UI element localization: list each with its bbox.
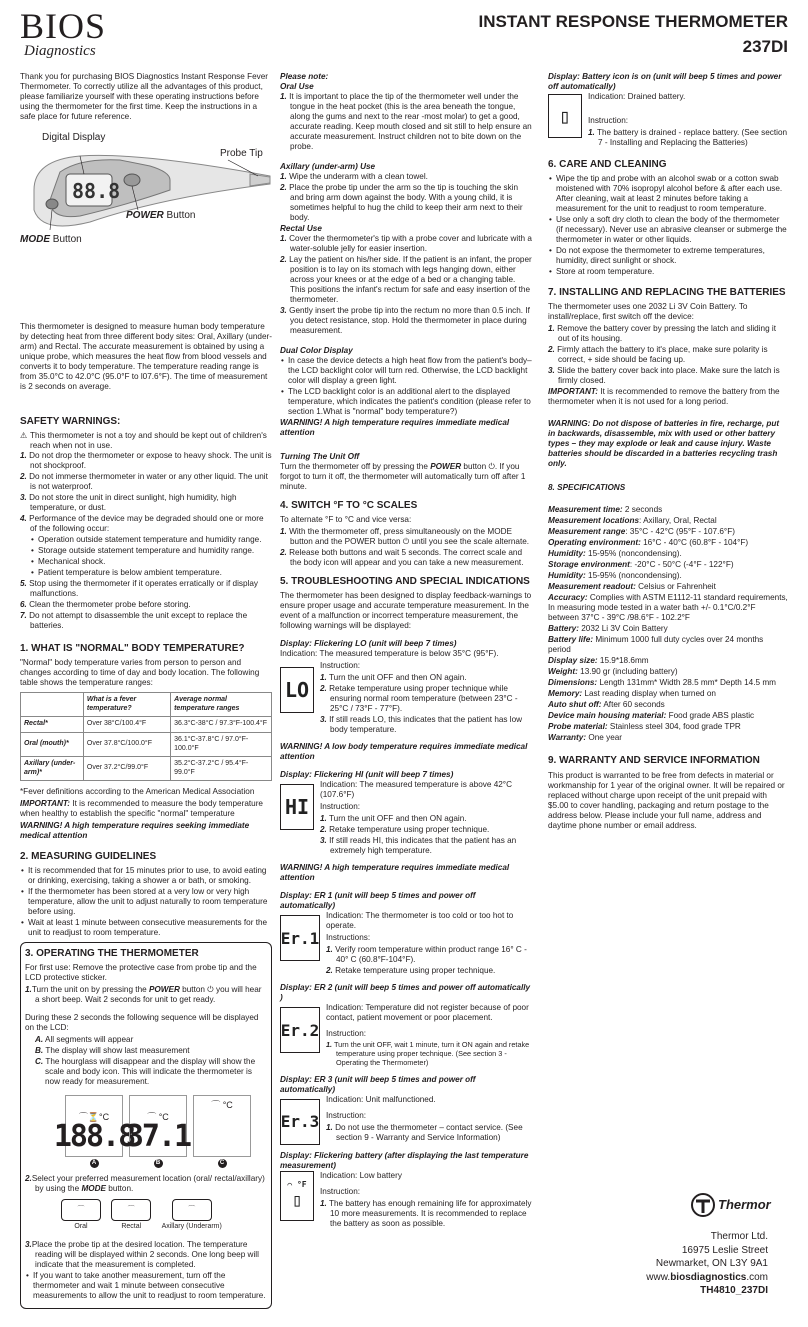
low-battery-lcd [280, 1171, 314, 1221]
body-icon: ⌒ °C [211, 1100, 233, 1111]
spec-item: Measurement readout: Celsius or Fahrenheit [548, 582, 716, 592]
er2-list [326, 1041, 532, 1068]
troubleshooting-text: The thermometer has been designed to display feedback-warnings to ensure proper usage and accurate temperature measurement. In the event of a malfunction or incorrect temperature measurement, the following warnings will be displayed: [280, 591, 532, 631]
body-icon: ⌒ °F [287, 1180, 307, 1190]
table-cell: Oral (mouth)* [21, 732, 84, 756]
label-power-button [126, 210, 195, 222]
table-row [21, 757, 272, 781]
normal-temp-text: "Normal" body temperature varies from person to person and changes according to time of day and body location. The following table shows the temperature ranges: [20, 658, 260, 688]
oral-use-list [280, 92, 532, 152]
operating-step-2-text: 2.Select your preferred measurement location (oral/ rectal/axillary) by using the MODE button. [25, 1174, 265, 1194]
operating-heading: 3. OPERATING THE THERMOMETER [25, 948, 199, 960]
lo-list [320, 673, 532, 735]
safety-item-6: 6. Clean the thermometer probe before storing. [20, 600, 191, 610]
body-icon: ⌒ °C [147, 1111, 169, 1122]
er3-indication: Indication: Unit malfunctioned. [326, 1095, 436, 1105]
display-c-label: C [218, 1159, 227, 1168]
table-corner [21, 693, 84, 717]
label-mode-button [20, 234, 82, 246]
lo-item-1: 1. Turn the unit OFF and then ON again. [320, 673, 467, 683]
measuring-list [20, 866, 272, 938]
location-axillary [162, 1199, 222, 1232]
oral-use-heading: Oral Use [280, 82, 314, 91]
display-a [53, 1095, 135, 1168]
safety-sublist [20, 535, 272, 578]
table-cell: 36.1°C-37.8°C / 97.0°F-100.0°F [171, 732, 272, 756]
label-digital-display: Digital Display [42, 132, 106, 143]
hi-block [280, 780, 532, 857]
dual-color-heading: Dual Color Display [280, 346, 353, 355]
spec-item: Humidity: 15-95% (noncondensing). [548, 571, 682, 581]
label-power-bold: POWER [126, 210, 164, 221]
table-cell: 35.2°C-37.2°C / 95.4°F-99.0°F [171, 757, 272, 781]
dual-item-2: • The LCD backlight color is an additional alert to the displayed temperature, which indicates the patient's condition (please refer to section 1.What is "normal" body temperature?) [280, 387, 532, 417]
fever-note: *Fever definitions according to the American Medical Association [20, 787, 255, 797]
location-icons [61, 1199, 267, 1232]
batteries-list [548, 324, 788, 386]
location-rectal-label: Rectal [121, 1223, 142, 1231]
safety-list [20, 451, 272, 534]
warning-low-temp: WARNING! A low body temperature requires immediate medical attention [280, 742, 528, 762]
batteries-important: IMPORTANT: It is recommended to remove the battery from the thermometer when it is not used for a long period. [548, 387, 780, 407]
label-mode-rest: Button [50, 234, 82, 245]
safety-item-7: 7. Do not attempt to disassemble the unit except to replace the batteries. [20, 611, 248, 631]
operating-step-1 [25, 985, 267, 1005]
er3-list [326, 1123, 532, 1143]
spec-item: Auto shut off: After 60 seconds [548, 700, 665, 710]
spec-item: Humidity: 15-95% (noncondensing). [548, 549, 682, 559]
spec-item: Operating environment: 16°C - 40°C (60.8°F - 104°F) [548, 538, 749, 548]
table-row [21, 732, 272, 756]
batteries-item-2: 2. Firmly attach the battery to it's place, make sure polarity is correct, + side should be facing up. [548, 345, 768, 365]
column-1 [20, 72, 272, 1309]
safety-item-1: 1. Do not drop the thermometer or expose to heavy shock. The unit is not shockproof. [20, 451, 272, 471]
lo-indication: Indication: The measured temperature is below 35°C (95°F). [280, 649, 499, 659]
display-b-label: B [154, 1159, 163, 1168]
lo-instructions [314, 661, 532, 736]
er1-lcd: Er.1 [280, 915, 320, 961]
rectal-use-heading: Rectal Use [280, 224, 322, 233]
spec-item: Display size: 15.9*18.6mm [548, 656, 649, 666]
address-line: Thermor Ltd. [710, 1231, 768, 1242]
label-power-rest: Button [163, 210, 196, 221]
thermor-mark-icon [690, 1192, 716, 1218]
er2-heading: Display: ER 2 (unit will beep 5 times and power off automatically ) [280, 983, 531, 1003]
oral-item-1: 1. It is important to place the tip of the thermometer well under the tongue in the heat pocket (this is the area beneath the tongue, along the gums and next to the rear -most molar) to get a good, accurate reading. Keep mouth closed and sit still to help ensure an accurate measurement. Instruct children not to bite down on the probe. [280, 92, 532, 151]
website-link[interactable]: www.biosdiagnostics.com [646, 1271, 768, 1283]
safety-item-4: 4. Performance of the device may be degraded should one or more of the following occur: [20, 514, 264, 534]
display-c [193, 1095, 251, 1168]
table-cell: Axillary (under-arm)* [21, 757, 84, 781]
measuring-heading: 2. MEASURING GUIDELINES [20, 851, 157, 863]
intro-text: Thank you for purchasing BIOS Diagnostics Instant Response Fever Thermometer. To correctly utilize all the advantages of this product, please familiarize yourself with these operating instructions before using the thermometer for the first time. Keep the instructions in a safe place for future reference. [20, 72, 269, 121]
rectal-item-3: 3. Gently insert the probe tip into the rectum no more than 0.5 inch. If you detect resistance, stop. Hold the thermometer in place during measurement. [280, 306, 530, 335]
er3-instruction-label: Instruction: [326, 1111, 367, 1121]
address-block [646, 1230, 768, 1298]
flicker-battery-list [320, 1199, 532, 1229]
er2-block [280, 1003, 532, 1069]
display-a-label: A [90, 1159, 99, 1168]
table-header-row [21, 693, 272, 717]
safety-list-2 [20, 579, 272, 631]
operating-box [20, 942, 272, 1309]
hi-list [320, 814, 532, 856]
seq-a: A. All segments will appear [35, 1035, 134, 1045]
er1-list [326, 945, 532, 976]
warning-hi: WARNING! A high temperature requires immediate medical attention [280, 863, 510, 883]
table-cell: 36.3°C-38°C / 97.3°F-100.4°F [171, 717, 272, 733]
flicker-battery-block [280, 1171, 532, 1230]
safety-item-5: 5. Stop using the thermometer if it operates erratically or if display malfunctions. [20, 579, 259, 599]
axillary-use-list [280, 172, 532, 223]
switch-item-1: 1. With the thermometer off, press simultaneously on the MODE button and the POWER button ⏻ until you see the scale alternate. [280, 527, 530, 547]
display-b-screen [125, 1095, 191, 1157]
care-list [548, 174, 788, 277]
er2-instruction-label: Instruction: [326, 1029, 367, 1039]
display-sequence [53, 1095, 267, 1168]
battery-on-block [548, 92, 788, 149]
er1-instruction-label: Instructions: [326, 933, 371, 943]
brand-subname: Diagnostics [24, 43, 96, 59]
axillary-use-heading: Axillary (under-arm) Use [280, 162, 376, 171]
spec-item: Measurement time: 2 seconds [548, 505, 663, 515]
thermor-wordmark: Thermor [718, 1197, 771, 1213]
spec-item: Storage environment: -20°C - 50°C (-4°F - 122°F) [548, 560, 734, 570]
battery-on-instructions [582, 92, 788, 149]
er3-heading: Display: ER 3 (unit will beep 5 times and power off automatically) [280, 1075, 476, 1095]
er3-instructions [320, 1095, 532, 1145]
spec-item: Dimensions: Length 131mm* Width 28.5 mm* Depth 14.5 mm [548, 678, 776, 688]
brand-name: BIOS [20, 6, 107, 46]
specifications-list [548, 505, 788, 743]
warranty-text: This product is warranted to be free from defects in material or workmanship for 1 year of the original owner. It will be repaired or replaced without charge upon receipt of the unit prepaid with $5.00 to cover handling, packaging and return postage to the address below. Please include your full name, address and daytime phone number or email address. [548, 770, 785, 830]
flicker-battery-indication: Indication: Low battery [320, 1171, 402, 1181]
lo-lcd: LO [280, 667, 314, 713]
measuring-item-1: • It is recommended that for 15 minutes prior to use, to avoid eating or drinking, exercising, taking a shower a or bath, or smoking. [20, 866, 272, 886]
switch-scale-list [280, 527, 532, 568]
axillary-body-icon: ⌒ [172, 1199, 212, 1221]
description-text: This thermometer is designed to measure human body temperature by detecting heat from three different body sites: Oral, Axillary (under-arm) and Rectal. The accurate measurement is obtained by using a unique probe, which measures the heat flow from blood vessels and converts it to body temperature. The temperature reading range is from 35.0°C to 42.0°C (95.0°F to l07.6°F). The time of measurement is 2 seconds on average. [20, 322, 272, 391]
er1-indication: Indication: The thermometer is too cold or too hot to operate. [326, 911, 514, 931]
switch-item-2: 2. Release both buttons and wait 5 seconds. The correct scale and the body icon will appear and you can take a new measurement. [280, 548, 524, 568]
battery-icon: ▯ [558, 103, 572, 128]
seq-b: B. The display will show last measurement [35, 1046, 190, 1056]
switch-scale-heading: 4. SWITCH °F TO °C SCALES [280, 500, 418, 511]
location-oral [61, 1199, 101, 1232]
label-probe-tip: Probe Tip [220, 148, 263, 159]
oral-body-icon: ⌒ [61, 1199, 101, 1221]
hi-heading: Display: Flickering HI (unit will beep 7 times) [280, 770, 454, 780]
important-note: IMPORTANT: It is recommended to measure the body temperature when healthy to establish the specific "normal" temperature [20, 799, 263, 819]
lo-item-2: 2. Retake temperature using proper technique while ensuring normal room temperature (between 23°C - 25°C / 73°F - 77°F). [320, 684, 518, 714]
battery-on-heading: Display: Battery icon is on (unit will beep 5 times and power off automatically) [548, 72, 782, 91]
document-code: TH4810_237DI [700, 1285, 768, 1296]
hi-item-2: 2. Retake temperature using proper technique. [320, 825, 490, 835]
display-b-value: 37.1 [125, 1119, 191, 1155]
safety-sub-4: • Patient temperature is below ambient temperature. [30, 568, 272, 578]
operating-step-3 [25, 1240, 267, 1270]
er1-block [280, 911, 532, 977]
lo-item-3: 3. If still reads LO, this indicates that the patient has low body temperature. [320, 715, 523, 735]
drained-battery-lcd [548, 94, 582, 138]
spec-item: Warranty: One year [548, 733, 623, 743]
measuring-item-2: • If the thermometer has been stored at a very low or very high temperature, allow the unit to adjust naturally to room temperature before using. [20, 887, 272, 917]
brand-logo [20, 8, 106, 59]
safety-sub-2: • Storage outside statement temperature and humidity range. [30, 546, 272, 556]
operating-sequence [35, 1035, 267, 1087]
spec-item: Measurement range: 35°C - 42°C (95°F - 107.6°F) [548, 527, 735, 537]
table-cell: Over 37.2°C/99.0°F [83, 757, 170, 781]
batteries-item-1: 1. Remove the battery cover by pressing the latch and sliding it out of its housing. [548, 324, 777, 344]
battery-on-indication: Indication: Drained battery. [588, 92, 686, 101]
safety-sub-1: • Operation outside statement temperature and humidity range. [30, 535, 272, 545]
batteries-item-3: 3. Slide the battery cover back into place. Make sure the latch is firmly closed. [548, 366, 780, 386]
warning-dual: WARNING! A high temperature requires immediate medical attention [280, 418, 510, 437]
rectal-body-icon: ⌒ [111, 1199, 151, 1221]
operating-step-1-text: 1.Turn the unit on by pressing the POWER button ⏻ you will hear a short beep. Wait 2 seconds for unit to get ready. [25, 985, 262, 1005]
table-header: Average normal temperature ranges [171, 693, 272, 717]
rectal-item-2: 2. Lay the patient on his/her side. If the patient is an infant, the proper position is to lay on its stomach with legs hanging down, either across your knees or at the edge of a bed or a changing table. This positions the infant's rectum for safe and easy insertion of the thermometer. [280, 255, 532, 304]
dual-color-list [280, 356, 532, 417]
care-heading: 6. CARE AND CLEANING [548, 159, 667, 170]
battery-on-list [588, 128, 788, 148]
display-a-screen [53, 1095, 135, 1157]
lo-heading: Display: Flickering LO (unit will beep 7 times) [280, 639, 457, 649]
lo-block [280, 661, 532, 736]
address-line: Newmarket, ON L3Y 9A1 [655, 1258, 768, 1269]
please-note-heading: Please note: [280, 72, 329, 81]
er2-item-1: 1. Turn the unit OFF, wait 1 minute, turn it ON again and retake temperature using proper technique. (See section 3 - Operating the Thermometer) [326, 1040, 530, 1068]
battery-icon: ▯ [291, 1189, 303, 1211]
care-item-1: • Wipe the tip and probe with an alcohol swab or a cotton swab moistened with 70% isopropyl alcohol before & after each use. After cleaning, wait at least 2 minutes before taking a measurement for the unit to readjust to room temperature. [548, 174, 788, 214]
safety-lead [20, 431, 272, 451]
specifications-heading: 8. SPECIFICATIONS [548, 483, 626, 493]
display-b [125, 1095, 191, 1168]
dual-item-1: • In case the device detects a high heat flow from the patient's body– the LCD backlight color will turn red. Otherwise, the LCD backlight color will display a green light. [280, 356, 532, 386]
body-icon: ⌒⏳°C [78, 1111, 110, 1122]
warning-triangle-icon: ⚠ [20, 431, 28, 441]
location-rectal [111, 1199, 151, 1232]
care-item-3: • Do not expose the thermometer to extreme temperatures, humidity, direct sunlight or shock. [548, 246, 788, 266]
spec-item: Weight: 13.90 gr (including battery) [548, 667, 678, 677]
spec-item: Accuracy: Complies with ASTM E1112-11 standard requirements, In measuring mode tested in a water bath +/- 0.1°C/0.2°F between 37°C - 39°C /98.6°F - 102.2°F [548, 593, 788, 623]
hi-instruction-label: Instruction: [320, 802, 361, 812]
care-item-4: • Store at room temperature. [548, 267, 788, 277]
operating-step-2 [25, 1174, 267, 1194]
normal-temp-heading: 1. WHAT IS "NORMAL" BODY TEMPERATURE? [20, 643, 245, 655]
doc-title-model: 237DI [742, 36, 788, 56]
warning-high-temp: WARNING! A high temperature requires seeking immediate medical attention [20, 821, 250, 841]
table-cell: Over 37.8°C/100.0°F [83, 732, 170, 756]
address-line: 16975 Leslie Street [681, 1244, 768, 1256]
safety-heading: SAFETY WARNINGS: [20, 416, 121, 427]
location-oral-label: Oral [74, 1223, 88, 1231]
doc-title [479, 12, 788, 57]
axillary-item-1: 1. Wipe the underarm with a clean towel. [280, 172, 428, 181]
label-mode-bold: MODE [20, 234, 50, 245]
flicker-battery-item-1: 1. The battery has enough remaining life for approximately 10 more measurements. It is recommended to replace the battery as soon as possible. [320, 1199, 532, 1229]
spec-item: Battery: 2032 Li 3V Coin Battery [548, 624, 668, 634]
er1-instructions [320, 911, 532, 977]
rectal-use-list [280, 234, 532, 336]
hi-instructions [314, 780, 532, 857]
switch-scale-lead: To alternate °F to °C and vice versa: [280, 515, 412, 525]
safety-lead-text: This thermometer is not a toy and should be kept out of children's reach when not in use. [30, 431, 267, 451]
safety-sub-3: • Mechanical shock. [30, 557, 272, 567]
operating-during: During these 2 seconds the following sequence will be displayed on the LCD: [25, 1013, 259, 1033]
safety-item-2: 2. Do not immerse thermometer in water or any other liquid. The unit is not waterproof. [20, 472, 268, 492]
hi-item-1: 1. Turn the unit OFF and then ON again. [320, 814, 467, 824]
measuring-item-3: • Wait at least 1 minute between consecutive measurements for the unit to readjust to room temperature. [20, 918, 272, 938]
rectal-item-1: 1. Cover the thermometer's tip with a probe cover and lubricate with a water-soluble jelly for easier insertion. [280, 234, 532, 253]
hi-lcd: HI [280, 784, 314, 830]
table-header: What is a fever temperature? [83, 693, 170, 717]
er2-instructions [320, 1003, 532, 1069]
location-axillary-label: Axillary (Underarm) [161, 1223, 222, 1231]
thermor-logo [690, 1192, 771, 1218]
column-3 [548, 72, 788, 833]
turn-off-text: Turn the thermometer off by pressing the POWER button ⏻. If you forgot to turn it off, the thermometer will automatically turn off after 1 minute. [280, 462, 526, 491]
er3-lcd: Er.3 [280, 1099, 320, 1145]
spec-item: Probe material: Stainless steel 304, food grade TPR [548, 722, 741, 732]
battery-warning: WARNING: Do not dispose of batteries in fire, recharge, put in backwards, disassemble, mix with used or other battery types – they may explode or leak and cause injury. Waste batteries should be discarded in a batteries recycling trash only. [548, 419, 780, 469]
batteries-intro: The thermometer uses one 2032 Li 3V Coin Battery. To install/replace, first switch off the device: [548, 302, 748, 322]
spec-item: Measurement locations: Axillary, Oral, Rectal [548, 516, 717, 526]
er2-lcd: Er.2 [280, 1007, 320, 1053]
table-cell: Rectal* [21, 717, 84, 733]
safety-item-3: 3. Do not store the unit in direct sunlight, high humidity, high temperature, or dust. [20, 493, 237, 513]
flicker-battery-heading: Display: Flickering battery (after displaying the last temperature measurement) [280, 1151, 529, 1171]
er2-indication: Indication: Temperature did not register because of poor contact, patient movement or poor placement. [326, 1003, 529, 1023]
turn-off-heading: Turning The Unit Off [280, 452, 360, 461]
flicker-battery-instructions [314, 1171, 532, 1230]
battery-on-item-1: 1. The battery is drained - replace battery. (See section 7 - Installing and Replacing the Batteries) [588, 128, 788, 147]
hi-indication: Indication: The measured temperature is above 42°C (107.6°F) [320, 780, 512, 800]
svg-text:88.8: 88.8 [72, 179, 121, 203]
lo-instruction-label: Instruction: [320, 661, 361, 671]
operating-first-use: For first use: Remove the protective case from probe tip and the LCD protective sticker. [25, 963, 257, 983]
hi-item-3: 3. If still reads HI, this indicates that the patient has an extremely high temperature. [320, 836, 517, 856]
warranty-heading: 9. WARRANTY AND SERVICE INFORMATION [548, 755, 760, 767]
er1-item-2: 2. Retake temperature using proper technique. [326, 966, 496, 976]
operating-step-3-text: 3.Place the probe tip at the desired location. The temperature reading will be displayed within 2 seconds. One long beep will indicate that the measurement is completed. [25, 1240, 259, 1269]
er1-item-1: 1. Verify room temperature within product range 16° C - 40° C (60.8°F-104°F). [326, 945, 527, 965]
display-c-screen [193, 1095, 251, 1157]
table-cell: Over 38°C/100.4°F [83, 717, 170, 733]
spec-item: Battery life: Minimum 1000 full duty cycles over 24 months period [548, 635, 764, 655]
battery-on-instruction-label: Instruction: [588, 116, 629, 125]
batteries-heading: 7. INSTALLING AND REPLACING THE BATTERIES [548, 287, 786, 299]
column-2 [280, 72, 532, 1236]
spec-item: Device main housing material: Food grade ABS plastic [548, 711, 755, 721]
axillary-item-2: 2. Place the probe tip under the arm so the tip is touching the skin and bring arm down against the body. With a young child, it is sometimes helpful to hug the child to keep their arm next to their body. [280, 183, 523, 222]
fever-table [20, 692, 272, 781]
flicker-battery-instruction-label: Instruction: [320, 1187, 361, 1197]
thermometer-figure [20, 130, 272, 258]
er3-item-1: 1. Do not use the thermometer – contact service. (See section 9 - Warranty and Service Information) [326, 1123, 523, 1143]
care-item-2: • Use only a soft dry cloth to clean the body of the thermometer (if necessary). Never use an abrasive cleanser or submerge the thermometer in water or other liquids. [548, 215, 788, 245]
seq-c: C. The hourglass will disappear and the display will show the scale and body icon. This will indicate the thermometer is now ready for measurement. [35, 1057, 256, 1087]
er1-heading: Display: ER 1 (unit will beep 5 times and power off automatically) [280, 891, 476, 911]
table-row [21, 717, 272, 733]
operating-last-text: • If you want to take another measurement, turn off the thermometer and wait 1 minute between consecutive measurements to allow the unit to readjust to room temperature. [25, 1271, 267, 1301]
display-a-value: 188.8 [53, 1119, 135, 1155]
doc-title-line1: INSTANT RESPONSE THERMOMETER [478, 12, 788, 31]
er3-block [280, 1095, 532, 1145]
operating-last [25, 1271, 267, 1301]
spec-item: Memory: Last reading display when turned on [548, 689, 716, 699]
troubleshooting-heading: 5. TROUBLESHOOTING AND SPECIAL INDICATIONS [280, 576, 530, 588]
